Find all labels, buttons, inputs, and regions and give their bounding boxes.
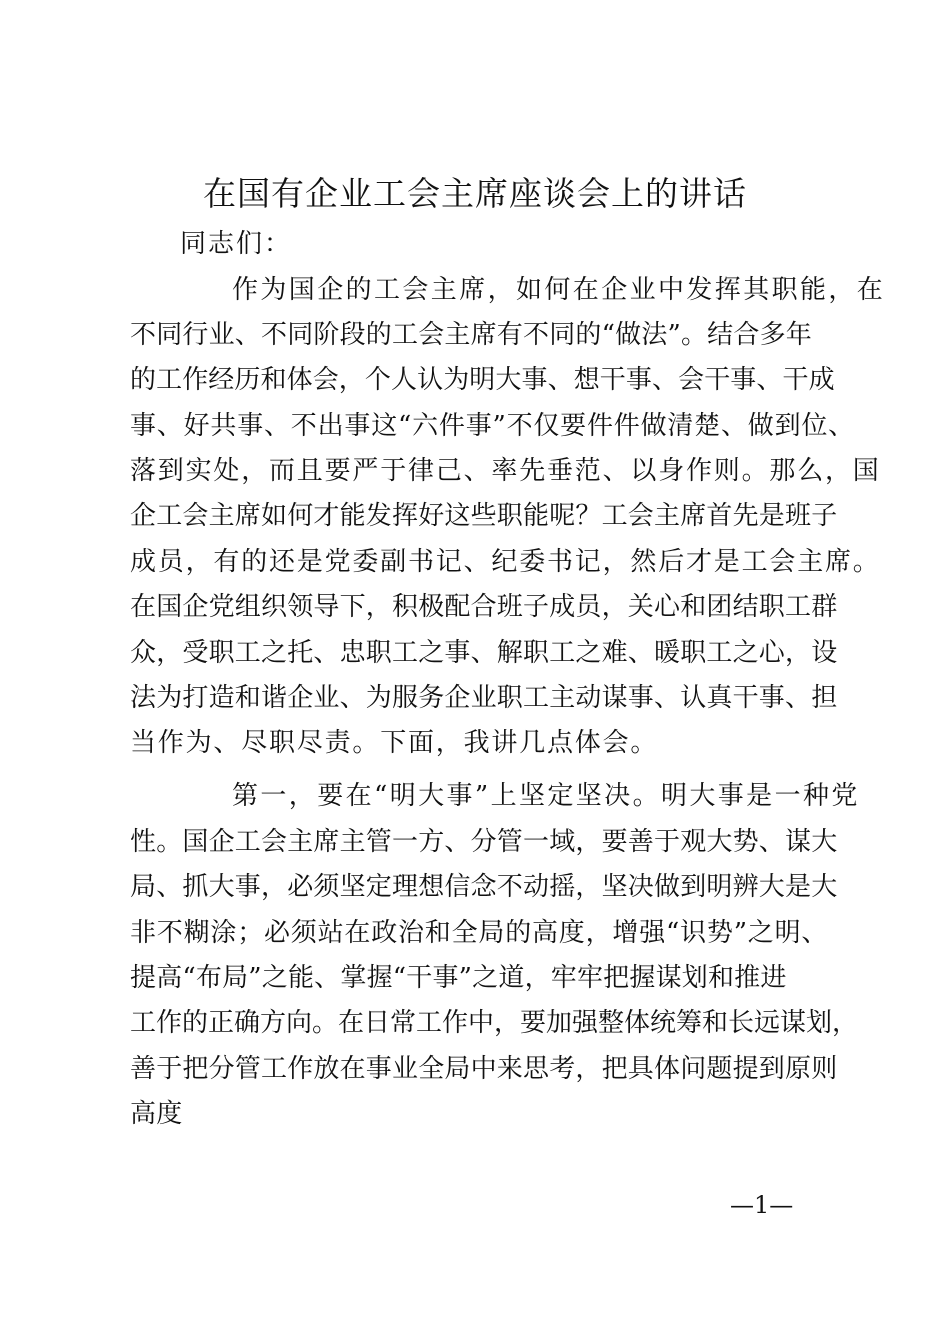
paragraph-line: 作为国企的工会主席，如何在企业中发挥其职能，在 [232,275,886,305]
page-number: —1— [730,1191,794,1219]
paragraph-line: 善于把分管工作放在事业全局中来思考，把具体问题提到原则 [130,1054,838,1084]
paragraph-line: 性。国企工会主席主管一方、分管一域，要善于观大势、谋大 [130,827,838,857]
paragraph-line: 高度 [130,1099,183,1129]
paragraph-line: 第一，要在“明大事”上坚定坚决。明大事是一种党 [232,781,860,811]
paragraph-line: 企工会主席如何才能发挥好这些职能呢？工会主席首先是班子 [130,501,838,531]
paragraph-line: 工作的正确方向。在日常工作中，要加强整体统筹和长远谋划， [130,1008,859,1038]
salutation: 同志们： [180,229,293,259]
paragraph-line: 事、好共事、不出事这“六件事”不仅要件件做清楚、做到位、 [130,411,855,441]
paragraph-line: 不同行业、不同阶段的工会主席有不同的“做法”。结合多年 [130,320,812,350]
paragraph-line: 成员，有的还是党委副书记、纪委书记，然后才是工会主席。 [130,547,881,577]
paragraph-line: 非不糊涂；必须站在政治和全局的高度，增强“识势”之明、 [130,918,829,948]
paragraph-line: 提高“布局”之能、掌握“干事”之道，牢牢把握谋划和推进 [130,963,787,993]
paragraph-line: 当作为、尽职尽责。下面，我讲几点体会。 [130,728,659,758]
paragraph-line: 局、抓大事，必须坚定理想信念不动摇，坚决做到明辨大是大 [130,872,838,902]
paragraph-line: 落到实处，而且要严于律己、率先垂范、以身作则。那么，国 [130,456,881,486]
paragraph-line: 在国企党组织领导下，积极配合班子成员，关心和团结职工群 [130,592,838,622]
paragraph-line: 法为打造和谐企业、为服务企业职工主动谋事、认真干事、担 [130,683,838,713]
paragraph-line: 众，受职工之托、忠职工之事、解职工之难、暖职工之心，设 [130,638,838,668]
paragraph-line: 的工作经历和体会，个人认为明大事、想干事、会干事、干成 [130,365,835,395]
document-title: 在国有企业工会主席座谈会上的讲话 [203,174,747,213]
